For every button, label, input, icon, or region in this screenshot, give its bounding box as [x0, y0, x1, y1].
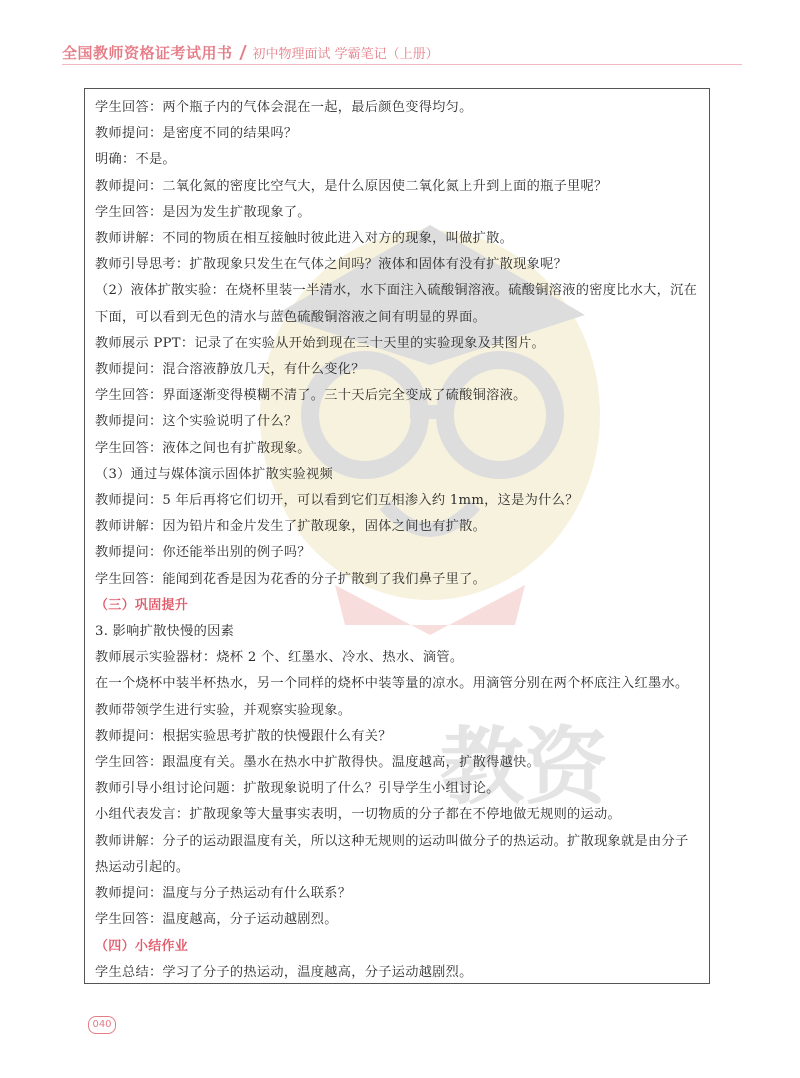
header-divider [62, 64, 742, 65]
text-line: 明确：不是。 [95, 152, 176, 168]
text-line: 学生回答：是因为发生扩散现象了。 [95, 204, 311, 220]
text-line: 教师提问：这个实验说明了什么？ [95, 414, 298, 430]
text-line: 教师提问：是密度不同的结果吗？ [95, 126, 298, 142]
text-line: 教师提问：二氧化氮的密度比空气大，是什么原因使二氧化氮上升到上面的瓶子里呢？ [95, 178, 608, 194]
header-separator [239, 44, 249, 60]
text-line: 教师提问：你还能举出别的例子吗？ [95, 545, 311, 561]
text-line: 学生回答：温度越高，分子运动越剧烈。 [95, 912, 338, 928]
text-line: 小组代表发言：扩散现象等大量事实表明，一切物质的分子都在不停地做无规则的运动。 [95, 807, 622, 823]
text-line: 教师展示 PPT：记录了在实验从开始到现在三十天里的实验现象及其图片。 [95, 335, 546, 351]
text-line: 3. 影响扩散快慢的因素 [95, 624, 235, 640]
text-line: 教师讲解：不同的物质在相互接触时彼此进入对方的现象，叫做扩散。 [95, 231, 514, 247]
text-line: 学生回答：液体之间也有扩散现象。 [95, 440, 311, 456]
text-line: 教师提问：5 年后再将它们切开，可以看到它们互相渗入约 1mm，这是为什么？ [95, 493, 579, 509]
text-line: 教师引导思考：扩散现象只发生在气体之间吗？液体和固体有没有扩散现象呢？ [95, 257, 568, 273]
text-line: 热运动引起的。 [95, 859, 190, 875]
text-line: 教师讲解：分子的运动跟温度有关，所以这种无规则的运动叫做分子的热运动。扩散现象就是由分子 [95, 833, 689, 849]
section-heading: （四）小结作业 [95, 938, 189, 954]
section-heading: （三）巩固提升 [95, 597, 189, 613]
text-line: 教师带领学生进行实验，并观察实验现象。 [95, 702, 352, 718]
page-header [62, 38, 742, 66]
text-line: 学生总结：学习了分子的热运动，温度越高，分子运动越剧烈。 [95, 964, 473, 980]
text-line: 学生回答：跟温度有关。墨水在热水中扩散得快。温度越高，扩散得越快。 [95, 755, 541, 771]
text-line: 教师提问：温度与分子热运动有什么联系？ [95, 886, 352, 902]
page-number: 040 [88, 1016, 116, 1034]
text-line: 教师引导小组讨论问题：扩散现象说明了什么？引导学生小组讨论。 [95, 781, 500, 797]
text-line: （3）通过与媒体演示固体扩散实验视频 [95, 466, 333, 482]
text-line: 学生回答：能闻到花香是因为花香的分子扩散到了我们鼻子里了。 [95, 571, 487, 587]
series-title: 全国教师资格证考试用书 [62, 43, 233, 62]
content-box [84, 88, 710, 984]
watermark-text: 教资 [440, 718, 609, 816]
text-line: 学生回答：两个瓶子内的气体会混在一起，最后颜色变得均匀。 [95, 100, 473, 115]
text-line: 教师展示实验器材：烧杯 2 个、红墨水、冷水、热水、滴管。 [95, 650, 464, 666]
text-line: 学生回答：界面逐渐变得模糊不清了。三十天后完全变成了硫酸铜溶液。 [95, 388, 527, 404]
text-line: 教师讲解：因为铅片和金片发生了扩散现象，固体之间也有扩散。 [95, 519, 487, 535]
text-line: 在一个烧杯中装半杯热水，另一个同样的烧杯中装等量的凉水。用滴管分别在两个杯底注入红墨水。 [95, 676, 689, 692]
book-title: 初中物理面试 学霸笔记（上册） [252, 46, 439, 62]
text-line: 教师提问：根据实验思考扩散的快慢跟什么有关？ [95, 728, 392, 744]
text-line: 教师提问：混合溶液静放几天，有什么变化？ [95, 362, 365, 378]
text-line: 下面，可以看到无色的清水与蓝色硫酸铜溶液之间有明显的界面。 [95, 309, 487, 325]
text-line: （2）液体扩散实验：在烧杯里装一半清水，水下面注入硫酸铜溶液。硫酸铜溶液的密度比水大，沉在 [95, 283, 698, 299]
